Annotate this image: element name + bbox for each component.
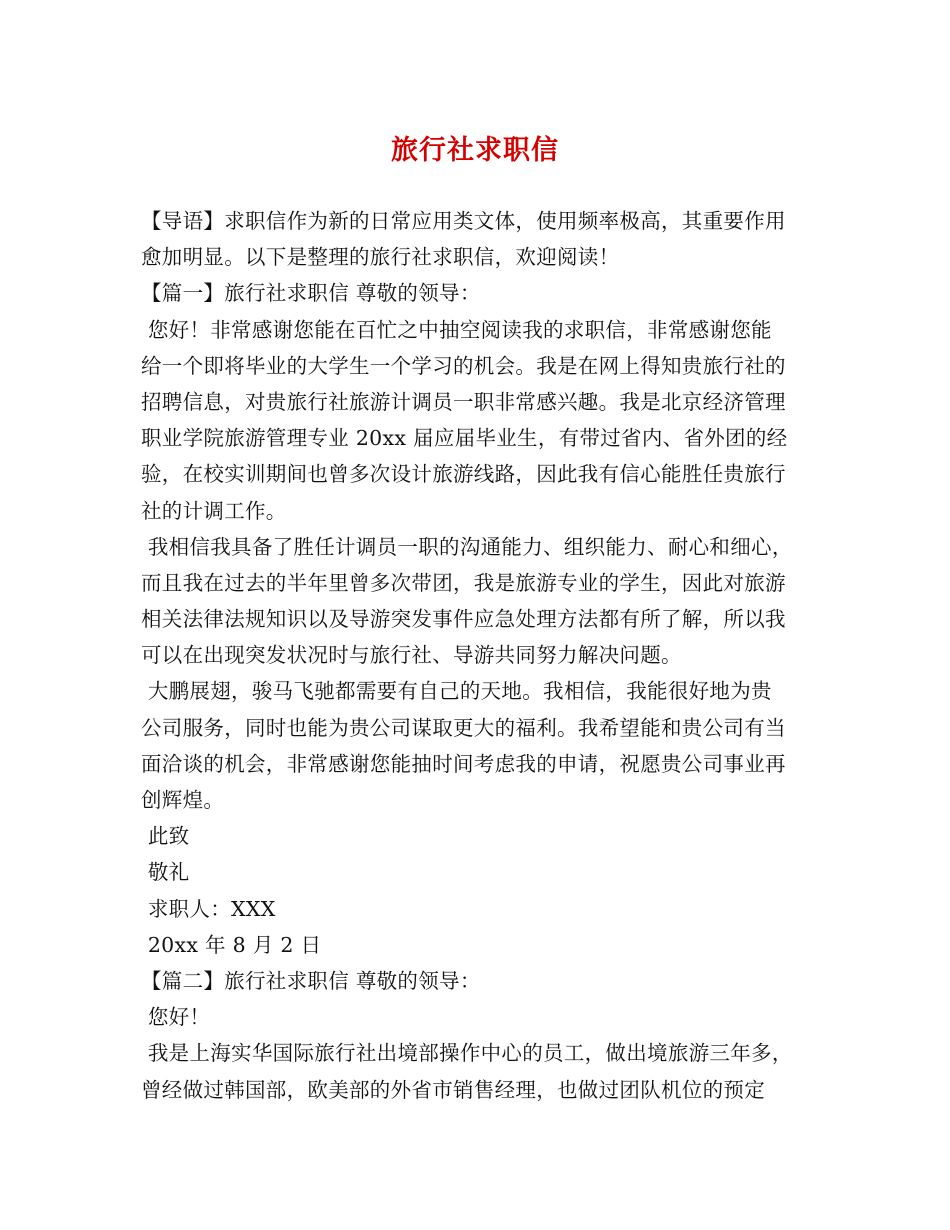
paragraph-line: 职业学院旅游管理专业 20xx 届应届毕业生，有带过省内、省外团的经 (141, 426, 788, 451)
paragraph-line: 给一个即将毕业的大学生一个学习的机会。我是在网上得知贵旅行社的 (141, 353, 786, 378)
paragraph-line: 您好！ (141, 1005, 211, 1030)
paragraph-line: 【导语】求职信作为新的日常应用类文体，使用频率极高，其重要作用 (141, 209, 786, 233)
paragraph-line: 我相信我具备了胜任计调员一职的沟通能力、组织能力、耐心和细心， (141, 534, 793, 559)
paragraph-line: 创辉煌。 (141, 788, 225, 812)
paragraph-line: 我是上海实华国际旅行社出境部操作中心的员工，做出境旅游三年多， (141, 1041, 793, 1066)
section-heading-line: 【篇一】旅行社求职信 尊敬的领导： (141, 281, 481, 306)
closing-line: 敬礼 (141, 860, 190, 885)
document-body (141, 203, 821, 1108)
signature-line: 求职人：XXX (141, 896, 276, 921)
paragraph-line: 曾经做过韩国部，欧美部的外省市销售经理，也做过团队机位的预定 (141, 1077, 765, 1102)
paragraph-line: 大鹏展翅，骏马飞驰都需要有自己的天地。我相信，我能很好地为贵 (141, 679, 772, 704)
document-title: 旅行社求职信 (391, 135, 559, 166)
paragraph-line: 公司服务，同时也能为贵公司谋取更大的福利。我希望能和贵公司有当 (141, 715, 786, 740)
paragraph-line: 面洽谈的机会，非常感谢您能抽时间考虑我的申请，祝愿贵公司事业再 (141, 751, 786, 776)
section-heading-line: 【篇二】旅行社求职信 尊敬的领导： (141, 968, 481, 993)
paragraph-line: 愈加明显。以下是整理的旅行社求职信，欢迎阅读！ (141, 245, 620, 270)
paragraph-line: 验，在校实训期间也曾多次设计旅游线路，因此我有信心能胜任贵旅行 (141, 462, 786, 487)
date-line: 20xx 年 8 月 2 日 (141, 932, 322, 957)
paragraph-line: 招聘信息，对贵旅行社旅游计调员一职非常感兴趣。我是北京经济管理 (141, 389, 786, 414)
paragraph-line: 可以在出现突发状况时与旅行社、导游共同努力解决问题。 (141, 643, 682, 668)
paragraph-line: 相关法律法规知识以及导游突发事件应急处理方法都有所了解，所以我 (141, 607, 786, 632)
closing-line: 此致 (141, 824, 190, 849)
paragraph-line: 社的计调工作。 (141, 498, 287, 523)
paragraph-line: 而且我在过去的半年里曾多次带团，我是旅游专业的学生，因此对旅游 (141, 570, 786, 595)
paragraph-line: 您好！非常感谢您能在百忙之中抽空阅读我的求职信，非常感谢您能 (141, 317, 772, 342)
